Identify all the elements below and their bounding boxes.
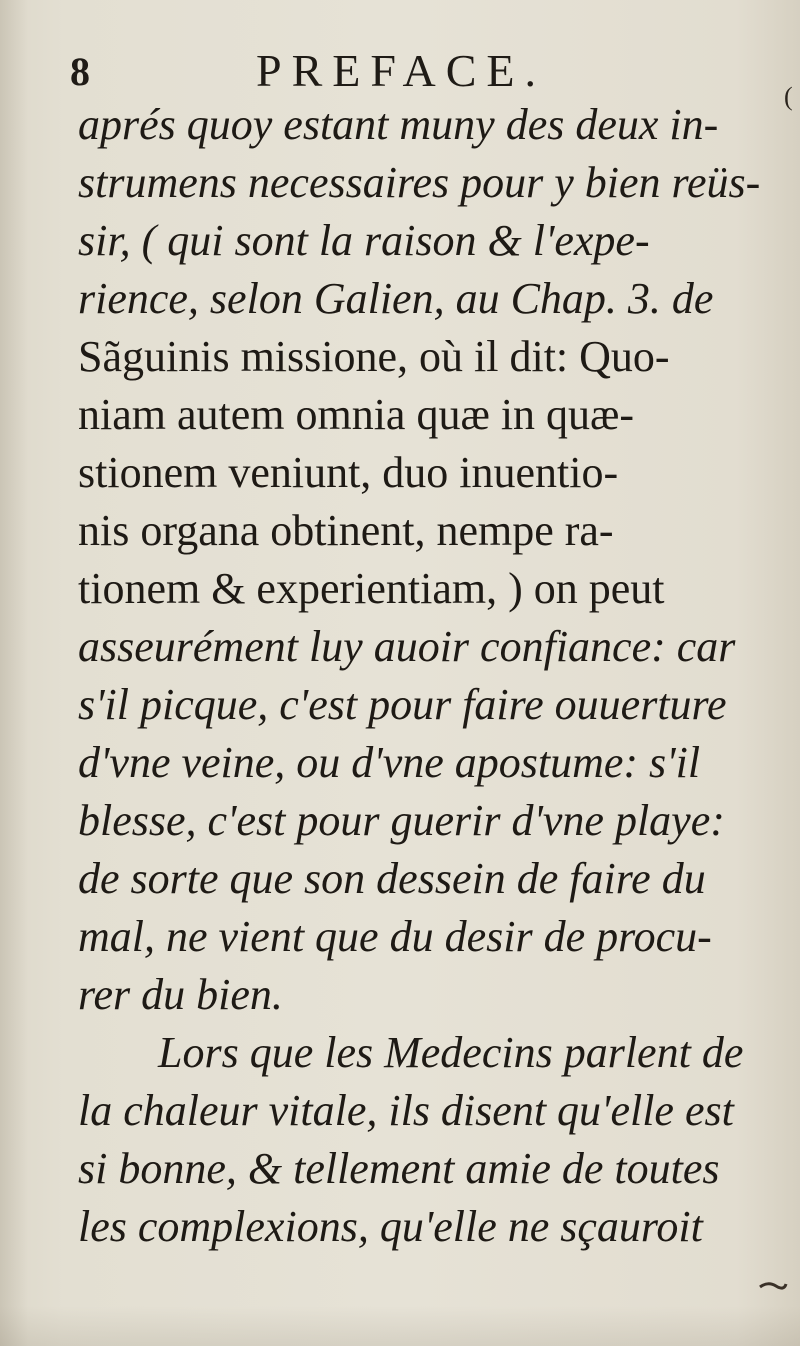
running-head — [70, 40, 590, 100]
running-title: PREFACE. — [256, 45, 547, 96]
text-line: asseurément luy auoir confiance: car — [78, 622, 736, 671]
text-line: si bonne, & tellement amie de toutes — [78, 1144, 720, 1193]
text-line: de sorte que son dessein de faire du — [78, 854, 706, 903]
text-line: Lors que les Medecins parlent de — [158, 1028, 744, 1077]
text-line: les complexions, qu'elle ne sçauroit — [78, 1202, 703, 1251]
text-line: sir, ( qui sont la raison & l'expe- — [78, 216, 650, 265]
text-line: niam autem omnia quæ in quæ- — [78, 390, 635, 439]
text-line: strumens necessaires pour y bien reüs- — [78, 158, 761, 207]
gutter-shadow — [0, 0, 28, 1346]
ink-smudge — [758, 1278, 788, 1292]
text-line: s'il picque, c'est pour faire ouuerture — [78, 680, 727, 729]
text-line: tionem & experientiam, ) on peut — [78, 564, 665, 613]
text-line: mal, ne vient que du desir de procu- — [78, 912, 712, 961]
text-line: la chaleur vitale, ils disent qu'elle est — [78, 1086, 734, 1135]
body-text — [78, 96, 761, 1256]
page-number: 8 — [70, 49, 90, 94]
bottom-shadow — [0, 1306, 800, 1346]
text-line: stionem veniunt, duo inuentio- — [78, 448, 619, 497]
text-line: Sãguinis missione, où il dit: Quo- — [78, 332, 670, 381]
text-line: d'vne veine, ou d'vne apostume: s'il — [78, 738, 701, 787]
text-line: rience, selon Galien, au Chap. 3. de — [78, 274, 714, 323]
margin-mark: ( — [784, 82, 793, 111]
text-line: blesse, c'est pour guerir d'vne playe: — [78, 796, 725, 845]
text-line: rer du bien. — [78, 970, 283, 1019]
text-line: nis organa obtinent, nempe ra- — [78, 506, 614, 555]
text-line: aprés quoy estant muny des deux in- — [78, 100, 719, 149]
